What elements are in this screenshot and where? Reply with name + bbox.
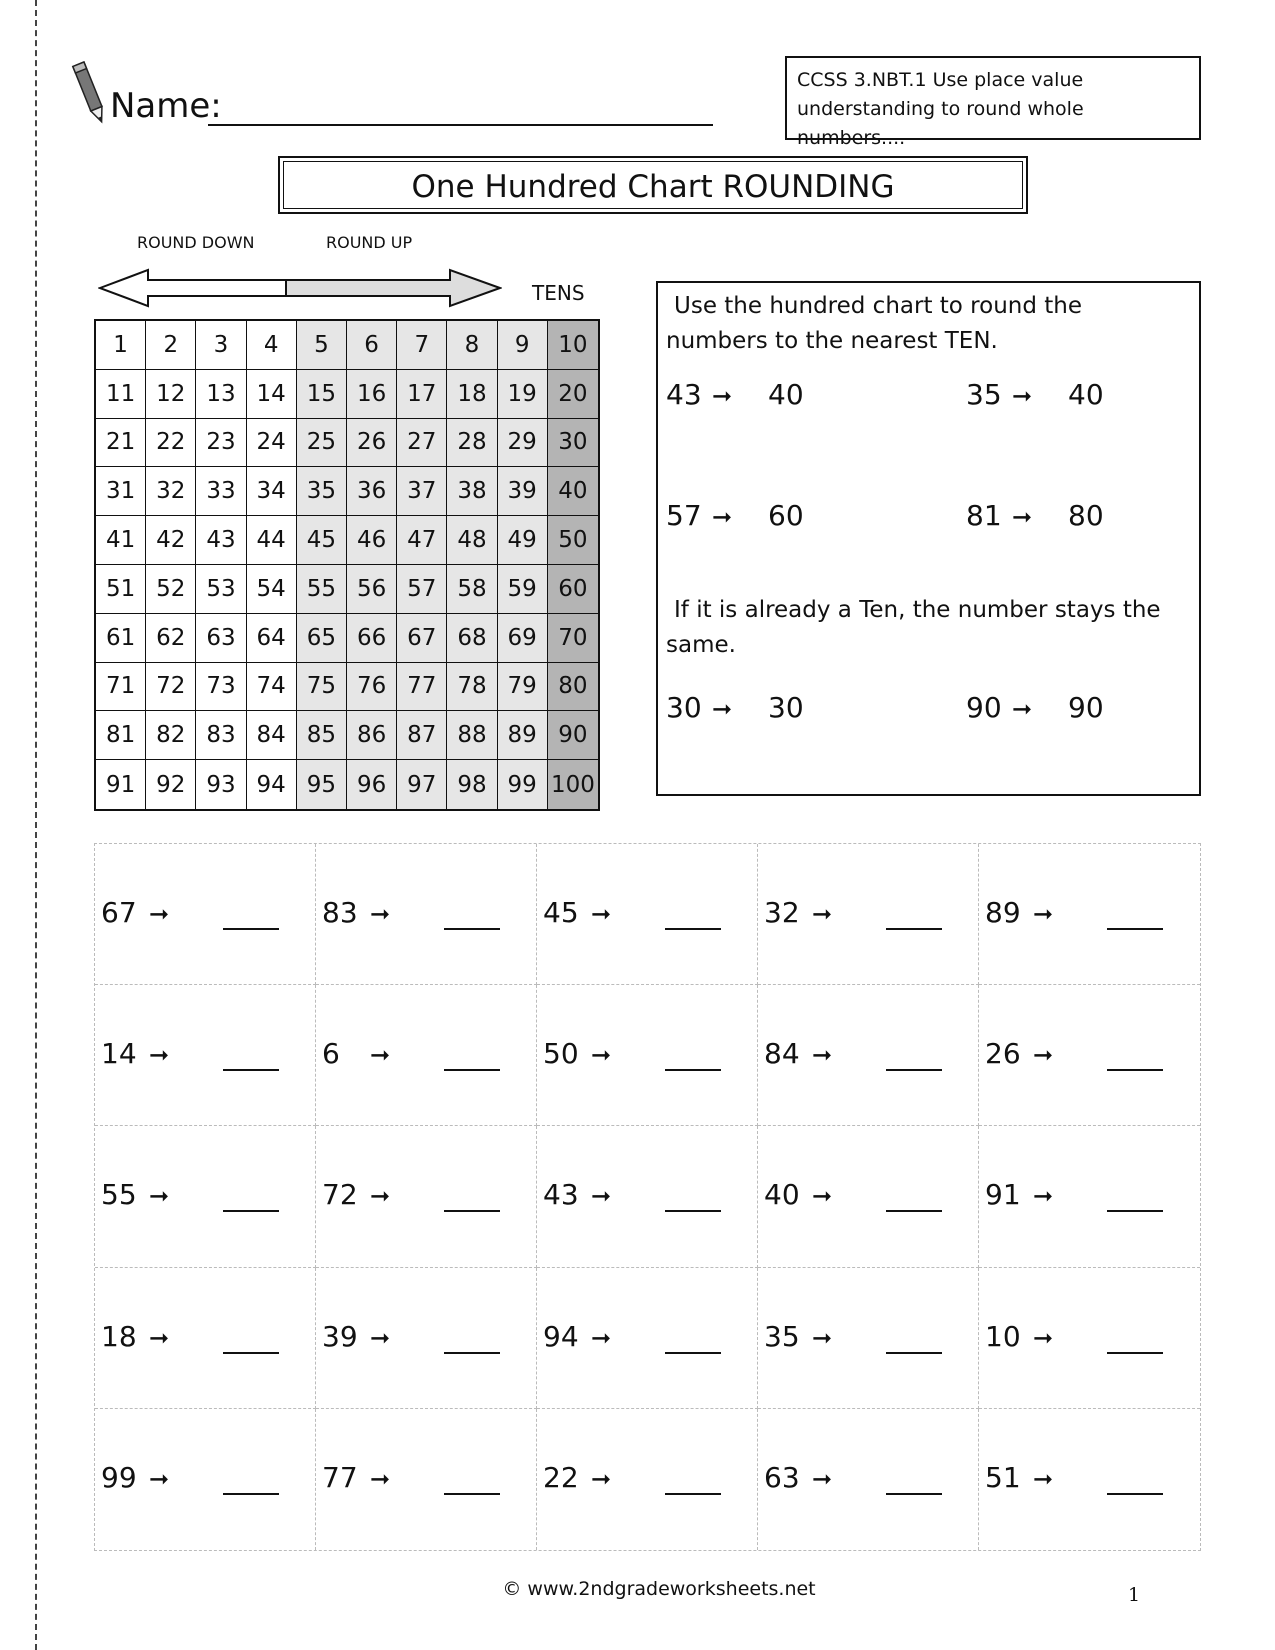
problem-number: 32 — [764, 896, 800, 929]
problem-cell — [537, 1268, 758, 1409]
tens-example-row — [666, 691, 804, 724]
arrow-icon: ➞ — [149, 1041, 170, 1070]
chart-cell: 77 — [397, 663, 447, 712]
problem-number: 84 — [764, 1037, 800, 1071]
arrow-icon: ➞ — [812, 1464, 833, 1493]
chart-cell: 41 — [96, 516, 146, 565]
arrow-icon: ➞ — [591, 1464, 612, 1493]
problem-number: 99 — [101, 1460, 137, 1494]
chart-cell: 96 — [347, 760, 397, 809]
example-to: 60 — [768, 499, 804, 532]
answer-blank[interactable] — [1107, 1352, 1163, 1354]
chart-cell: 57 — [397, 565, 447, 614]
problem-cell — [316, 1126, 537, 1267]
hole-punch-guide-line — [35, 0, 37, 1650]
chart-cell: 33 — [196, 467, 246, 516]
chart-cell: 64 — [247, 614, 297, 663]
chart-cell: 10 — [548, 321, 598, 370]
example-row — [666, 378, 804, 411]
problem-number: 22 — [543, 1460, 579, 1494]
answer-blank[interactable] — [665, 1352, 721, 1354]
chart-cell: 25 — [297, 419, 347, 468]
chart-cell: 1 — [96, 321, 146, 370]
problem-cell — [979, 1126, 1200, 1267]
answer-blank[interactable] — [1107, 1069, 1163, 1071]
answer-blank[interactable] — [886, 1352, 942, 1354]
standard-box: CCSS 3.NBT.1 Use place value understanding to round whole numbers.... — [785, 56, 1201, 140]
answer-blank[interactable] — [223, 1493, 279, 1495]
copyright-footer: © www.2ndgradeworksheets.net — [502, 1578, 816, 1600]
problem-cell — [95, 985, 316, 1126]
page-number: 1 — [1128, 1584, 1141, 1606]
chart-cell: 43 — [196, 516, 246, 565]
chart-cell: 7 — [397, 321, 447, 370]
arrow-icon: ➞ — [812, 1323, 833, 1352]
problem-number: 6 — [322, 1037, 340, 1071]
arrow-icon: ➞ — [149, 1464, 170, 1493]
chart-cell: 60 — [548, 565, 598, 614]
chart-cell: 31 — [96, 467, 146, 516]
chart-cell: 8 — [447, 321, 497, 370]
example-to: 40 — [1068, 378, 1104, 411]
arrow-icon: ➞ — [1033, 1182, 1054, 1211]
arrow-icon: ➞ — [712, 382, 733, 410]
problem-number: 91 — [985, 1178, 1021, 1212]
chart-cell: 29 — [498, 419, 548, 468]
chart-cell: 46 — [347, 516, 397, 565]
problem-cell — [979, 844, 1200, 985]
problem-cell — [537, 1126, 758, 1267]
arrow-icon: ➞ — [591, 1323, 612, 1352]
chart-cell: 85 — [297, 711, 347, 760]
chart-cell: 36 — [347, 467, 397, 516]
example-row — [666, 499, 804, 532]
pencil-icon — [70, 58, 110, 128]
problem-cell — [979, 985, 1200, 1126]
chart-cell: 23 — [196, 419, 246, 468]
problem-cell — [537, 844, 758, 985]
answer-blank[interactable] — [444, 928, 500, 930]
chart-cell: 79 — [498, 663, 548, 712]
tens-rule-text: If it is already a Ten, the number stays the same. — [666, 597, 1161, 658]
example-row — [966, 499, 1104, 532]
problem-cell — [95, 1409, 316, 1550]
arrow-icon: ➞ — [812, 1041, 833, 1070]
problem-number: 63 — [764, 1460, 800, 1494]
problem-cell — [758, 1268, 979, 1409]
problem-cell — [758, 1409, 979, 1550]
problem-number: 26 — [985, 1037, 1021, 1071]
chart-cell: 54 — [247, 565, 297, 614]
chart-cell: 97 — [397, 760, 447, 809]
chart-cell: 81 — [96, 711, 146, 760]
instruction-box — [656, 281, 1201, 796]
chart-cell: 68 — [447, 614, 497, 663]
answer-blank[interactable] — [886, 1210, 942, 1212]
problem-cell — [758, 1126, 979, 1267]
chart-cell: 27 — [397, 419, 447, 468]
chart-cell: 6 — [347, 321, 397, 370]
problem-cell — [537, 1409, 758, 1550]
chart-cell: 11 — [96, 370, 146, 419]
problem-number: 72 — [322, 1178, 358, 1212]
tens-label: TENS — [532, 281, 585, 305]
chart-cell: 28 — [447, 419, 497, 468]
problem-number: 45 — [543, 896, 579, 929]
chart-cell: 18 — [447, 370, 497, 419]
arrow-icon: ➞ — [370, 1323, 391, 1352]
example-from: 90 — [966, 691, 1002, 724]
arrow-icon: ➞ — [812, 900, 833, 928]
page-title: One Hundred Chart ROUNDING — [283, 161, 1023, 209]
answer-blank[interactable] — [886, 1069, 942, 1071]
arrow-icon: ➞ — [712, 503, 733, 531]
chart-cell: 88 — [447, 711, 497, 760]
arrow-icon: ➞ — [1033, 1464, 1054, 1493]
chart-cell: 90 — [548, 711, 598, 760]
chart-cell: 70 — [548, 614, 598, 663]
chart-cell: 66 — [347, 614, 397, 663]
answer-blank[interactable] — [223, 928, 279, 930]
problem-cell — [316, 1268, 537, 1409]
chart-cell: 98 — [447, 760, 497, 809]
chart-cell: 80 — [548, 663, 598, 712]
chart-cell: 100 — [548, 760, 598, 809]
problem-cell — [758, 844, 979, 985]
round-up-label: ROUND UP — [326, 233, 413, 252]
round-down-label: ROUND DOWN — [137, 233, 255, 252]
chart-cell: 37 — [397, 467, 447, 516]
problem-number: 67 — [101, 896, 137, 929]
example-to: 80 — [1068, 499, 1104, 532]
problem-number: 83 — [322, 896, 358, 929]
chart-cell: 19 — [498, 370, 548, 419]
answer-blank[interactable] — [223, 1069, 279, 1071]
answer-blank[interactable] — [1107, 1210, 1163, 1212]
chart-cell: 56 — [347, 565, 397, 614]
answer-blank[interactable] — [223, 1210, 279, 1212]
arrow-icon: ➞ — [370, 1041, 391, 1070]
problem-cell — [979, 1409, 1200, 1550]
problem-number: 55 — [101, 1178, 137, 1212]
example-from: 81 — [966, 499, 1002, 532]
arrow-icon: ➞ — [1033, 1323, 1054, 1352]
problem-number: 77 — [322, 1460, 358, 1494]
arrow-icon: ➞ — [1033, 900, 1054, 928]
hundred-chart — [94, 319, 600, 811]
chart-cell: 59 — [498, 565, 548, 614]
tens-example-row — [966, 691, 1104, 724]
problem-cell — [95, 1126, 316, 1267]
chart-cell: 49 — [498, 516, 548, 565]
example-from: 43 — [666, 378, 702, 411]
chart-cell: 83 — [196, 711, 246, 760]
example-from: 57 — [666, 499, 702, 532]
chart-cell: 55 — [297, 565, 347, 614]
answer-blank[interactable] — [665, 1069, 721, 1071]
problem-cell — [537, 985, 758, 1126]
problem-number: 39 — [322, 1319, 358, 1353]
problem-cell — [316, 985, 537, 1126]
chart-cell: 24 — [247, 419, 297, 468]
chart-cell: 50 — [548, 516, 598, 565]
arrow-icon: ➞ — [591, 1041, 612, 1070]
problem-number: 35 — [764, 1319, 800, 1353]
chart-cell: 2 — [146, 321, 196, 370]
name-label: Name: — [110, 86, 222, 126]
arrow-icon: ➞ — [149, 900, 170, 928]
arrow-icon: ➞ — [591, 1182, 612, 1211]
chart-cell: 12 — [146, 370, 196, 419]
chart-cell: 75 — [297, 663, 347, 712]
chart-cell: 91 — [96, 760, 146, 809]
answer-blank[interactable] — [886, 928, 942, 930]
chart-cell: 16 — [347, 370, 397, 419]
chart-cell: 61 — [96, 614, 146, 663]
chart-cell: 4 — [247, 321, 297, 370]
practice-problems-grid — [94, 843, 1201, 1551]
problem-cell — [95, 1268, 316, 1409]
problem-number: 94 — [543, 1319, 579, 1353]
problem-cell — [979, 1268, 1200, 1409]
problem-cell — [316, 1409, 537, 1550]
chart-cell: 65 — [297, 614, 347, 663]
example-from: 30 — [666, 691, 702, 724]
chart-cell: 15 — [297, 370, 347, 419]
chart-cell: 21 — [96, 419, 146, 468]
answer-blank[interactable] — [1107, 1493, 1163, 1495]
chart-cell: 38 — [447, 467, 497, 516]
arrow-icon: ➞ — [370, 900, 391, 928]
chart-cell: 26 — [347, 419, 397, 468]
chart-cell: 32 — [146, 467, 196, 516]
chart-cell: 63 — [196, 614, 246, 663]
example-to: 30 — [768, 691, 804, 724]
answer-blank[interactable] — [444, 1210, 500, 1212]
problem-number: 18 — [101, 1319, 137, 1353]
arrow-icon: ➞ — [812, 1182, 833, 1211]
arrow-icon: ➞ — [1012, 503, 1033, 531]
arrow-icon: ➞ — [149, 1182, 170, 1211]
chart-cell: 51 — [96, 565, 146, 614]
answer-blank[interactable] — [444, 1352, 500, 1354]
example-to: 40 — [768, 378, 804, 411]
answer-blank[interactable] — [886, 1493, 942, 1495]
chart-cell: 22 — [146, 419, 196, 468]
problem-number: 43 — [543, 1178, 579, 1212]
arrow-icon: ➞ — [712, 695, 733, 723]
problem-number: 89 — [985, 896, 1021, 929]
answer-blank[interactable] — [665, 928, 721, 930]
chart-cell: 93 — [196, 760, 246, 809]
problem-number: 10 — [985, 1319, 1021, 1353]
chart-cell: 84 — [247, 711, 297, 760]
problem-cell — [758, 985, 979, 1126]
example-to: 90 — [1068, 691, 1104, 724]
arrow-icon: ➞ — [370, 1182, 391, 1211]
answer-blank[interactable] — [1107, 928, 1163, 930]
chart-cell: 5 — [297, 321, 347, 370]
example-from: 35 — [966, 378, 1002, 411]
arrow-icon: ➞ — [591, 900, 612, 928]
chart-cell: 53 — [196, 565, 246, 614]
chart-cell: 99 — [498, 760, 548, 809]
double-arrow-icon — [98, 268, 502, 308]
chart-cell: 72 — [146, 663, 196, 712]
chart-cell: 71 — [96, 663, 146, 712]
answer-blank[interactable] — [665, 1210, 721, 1212]
chart-cell: 94 — [247, 760, 297, 809]
chart-cell: 87 — [397, 711, 447, 760]
chart-cell: 76 — [347, 663, 397, 712]
chart-cell: 58 — [447, 565, 497, 614]
chart-cell: 69 — [498, 614, 548, 663]
chart-cell: 73 — [196, 663, 246, 712]
problem-cell — [95, 844, 316, 985]
chart-cell: 34 — [247, 467, 297, 516]
arrow-icon: ➞ — [1012, 382, 1033, 410]
answer-blank[interactable] — [665, 1493, 721, 1495]
instruction-text: Use the hundred chart to round the numbers to the nearest TEN. — [666, 293, 1083, 354]
chart-cell: 86 — [347, 711, 397, 760]
chart-cell: 78 — [447, 663, 497, 712]
chart-cell: 82 — [146, 711, 196, 760]
chart-cell: 20 — [548, 370, 598, 419]
chart-cell: 39 — [498, 467, 548, 516]
problem-cell — [316, 844, 537, 985]
chart-cell: 95 — [297, 760, 347, 809]
arrow-icon: ➞ — [149, 1323, 170, 1352]
answer-blank[interactable] — [223, 1352, 279, 1354]
chart-cell: 9 — [498, 321, 548, 370]
chart-cell: 35 — [297, 467, 347, 516]
chart-cell: 52 — [146, 565, 196, 614]
arrow-icon: ➞ — [370, 1464, 391, 1493]
problem-number: 50 — [543, 1037, 579, 1071]
chart-cell: 74 — [247, 663, 297, 712]
chart-cell: 92 — [146, 760, 196, 809]
chart-cell: 62 — [146, 614, 196, 663]
chart-cell: 17 — [397, 370, 447, 419]
chart-cell: 44 — [247, 516, 297, 565]
problem-number: 51 — [985, 1460, 1021, 1494]
answer-blank[interactable] — [444, 1069, 500, 1071]
chart-cell: 3 — [196, 321, 246, 370]
chart-cell: 48 — [447, 516, 497, 565]
chart-cell: 67 — [397, 614, 447, 663]
title-box — [278, 156, 1028, 214]
chart-cell: 40 — [548, 467, 598, 516]
chart-cell: 14 — [247, 370, 297, 419]
arrow-icon: ➞ — [1033, 1041, 1054, 1070]
arrow-icon: ➞ — [1012, 695, 1033, 723]
chart-cell: 42 — [146, 516, 196, 565]
chart-cell: 89 — [498, 711, 548, 760]
chart-cell: 13 — [196, 370, 246, 419]
answer-blank[interactable] — [444, 1493, 500, 1495]
example-row — [966, 378, 1104, 411]
problem-number: 14 — [101, 1037, 137, 1071]
chart-cell: 47 — [397, 516, 447, 565]
chart-cell: 30 — [548, 419, 598, 468]
name-field-line[interactable] — [208, 124, 713, 126]
chart-cell: 45 — [297, 516, 347, 565]
problem-number: 40 — [764, 1178, 800, 1212]
